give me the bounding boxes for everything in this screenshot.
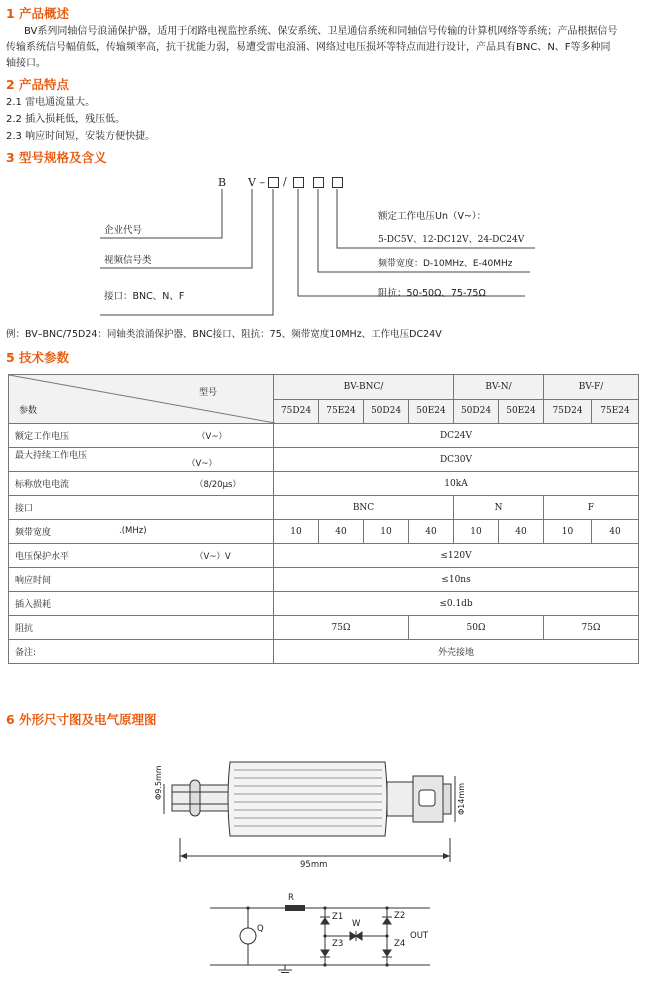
row-value: 10 <box>274 520 319 544</box>
model-header: 50D24 <box>364 399 409 424</box>
dim-right-diameter: Φ14mm <box>457 782 466 815</box>
row-name: 备注: <box>15 648 37 658</box>
row-unit: （8/20μs） <box>195 480 241 490</box>
row-value: DC30V <box>274 448 639 472</box>
model-code-v: V – <box>248 176 265 189</box>
dim-length: 95mm <box>300 860 328 870</box>
feature-item: 2.3 响应时间短，安装方便快捷。 <box>6 131 156 142</box>
row-unit: .(MHz) <box>119 526 147 536</box>
overview-line-3: 轴接口。 <box>6 58 46 69</box>
table-row <box>9 568 639 592</box>
table-row <box>9 520 639 544</box>
row-value: 40 <box>409 520 454 544</box>
row-name: 最大持续工作电压 <box>15 451 88 461</box>
model-label-enterprise: 企业代号 <box>104 225 143 236</box>
row-name: 标称放电电流 <box>15 480 70 490</box>
overview-line-2: 传输系统信号幅值低，传输频率高，抗干扰能力弱，易遭受雷电浪涌、网络过电压损坏等特点而进行设计，产品具有BNC、N、F等多种同 <box>6 42 611 53</box>
table-row <box>9 472 639 496</box>
row-value: 40 <box>319 520 364 544</box>
section-title-overview: 1 产品概述 <box>6 6 70 21</box>
table-corner <box>9 375 274 424</box>
row-name: 频带宽度 <box>15 528 52 538</box>
model-label-video: 视频信号类 <box>104 255 152 266</box>
section-title-features: 2 产品特点 <box>6 77 70 92</box>
model-header: 50E24 <box>409 399 454 424</box>
spec-table <box>8 374 639 664</box>
row-value: 10 <box>454 520 499 544</box>
circuit-label-z2: Z2 <box>394 911 406 921</box>
corner-model-label: 型号 <box>199 388 218 398</box>
circuit-label-out: OUT <box>410 931 429 941</box>
circuit-label-q: Q <box>257 924 264 934</box>
row-unit: （V~） <box>197 432 227 442</box>
feature-item: 2.2 插入损耗低，残压低。 <box>6 114 126 125</box>
row-value: 40 <box>592 520 639 544</box>
circuit-label-z3: Z3 <box>332 939 344 949</box>
row-value: DC24V <box>274 424 639 448</box>
section-title-spec: 5 技术参数 <box>6 350 70 365</box>
row-value: 10 <box>544 520 592 544</box>
circuit-label-z1: Z1 <box>332 912 344 922</box>
row-value: BNC <box>274 496 454 520</box>
model-code-b: B <box>218 176 227 189</box>
circuit-label-z4: Z4 <box>394 939 406 949</box>
model-bandwidth: 频带宽度：D-10MHz、E-40MHz <box>378 259 513 269</box>
corner-param-label: 参数 <box>19 406 38 416</box>
corner-diagonal <box>9 375 275 423</box>
model-code-slash: / <box>283 175 287 188</box>
table-row <box>9 616 639 640</box>
model-header: 75D24 <box>544 399 592 424</box>
model-header: 75E24 <box>592 399 639 424</box>
model-header: 75E24 <box>319 399 364 424</box>
section-title-model: 3 型号规格及含义 <box>6 150 107 165</box>
row-name: 额定工作电压 <box>15 432 70 442</box>
table-row <box>9 592 639 616</box>
circuit-label-r: R <box>288 893 294 903</box>
row-value: 75Ω <box>544 616 639 640</box>
model-header: 50D24 <box>454 399 499 424</box>
model-example: 例：BV–BNC/75D24：同轴类浪涌保护器、BNC接口、阻抗：75、频带宽度10MHz、工作电压DC24V <box>6 329 442 340</box>
model-header: 75D24 <box>274 399 319 424</box>
row-unit: （V~） <box>187 459 217 469</box>
table-row <box>9 496 639 520</box>
row-value: ≤120V <box>274 544 639 568</box>
row-value: 75Ω <box>274 616 409 640</box>
row-value: 外壳接地 <box>274 640 639 664</box>
circuit-label-w: W <box>352 919 361 929</box>
feature-item: 2.1 雷电通流量大。 <box>6 97 96 108</box>
table-row <box>9 448 639 472</box>
model-rated-voltage-values: 5-DC5V、12-DC12V、24-DC24V <box>378 235 525 245</box>
row-value: 40 <box>499 520 544 544</box>
group-header: BV-N/ <box>454 375 544 400</box>
row-name: 接口 <box>15 504 34 514</box>
model-impedance: 阻抗：50-50Ω、75-75Ω <box>378 288 486 299</box>
model-rated-voltage-title: 额定工作电压Un（V~）： <box>378 211 487 222</box>
group-header: BV-F/ <box>544 375 639 400</box>
section-title-drawing: 6 外形尺寸图及电气原理图 <box>6 712 157 727</box>
table-row <box>9 544 639 568</box>
row-value: 50Ω <box>409 616 544 640</box>
row-value: 10 <box>364 520 409 544</box>
row-value: ≤0.1db <box>274 592 639 616</box>
model-header: 50E24 <box>499 399 544 424</box>
row-name: 阻抗 <box>15 624 34 634</box>
row-name: 响应时间 <box>15 576 52 586</box>
model-label-interface: 接口：BNC、N、F <box>104 291 185 302</box>
overview-line-1: BV系列同轴信号浪涌保护器，适用于闭路电视监控系统、保安系统、卫星通信系统和同轴信号传输的计算机网络等系统；产品根据信号 <box>24 26 618 37</box>
dim-left-diameter: Φ9.5mm <box>154 765 163 800</box>
row-unit: （V~）V <box>195 552 231 562</box>
table-row <box>9 640 639 664</box>
row-name: 电压保护水平 <box>15 552 70 562</box>
row-value: F <box>544 496 639 520</box>
row-value: 10kA <box>274 472 639 496</box>
dimension-drawing <box>150 740 480 870</box>
table-row <box>9 424 639 448</box>
row-value: ≤10ns <box>274 568 639 592</box>
row-name: 插入损耗 <box>15 600 52 610</box>
row-value: N <box>454 496 544 520</box>
group-header: BV-BNC/ <box>274 375 454 400</box>
model-connector-lines <box>0 0 650 330</box>
